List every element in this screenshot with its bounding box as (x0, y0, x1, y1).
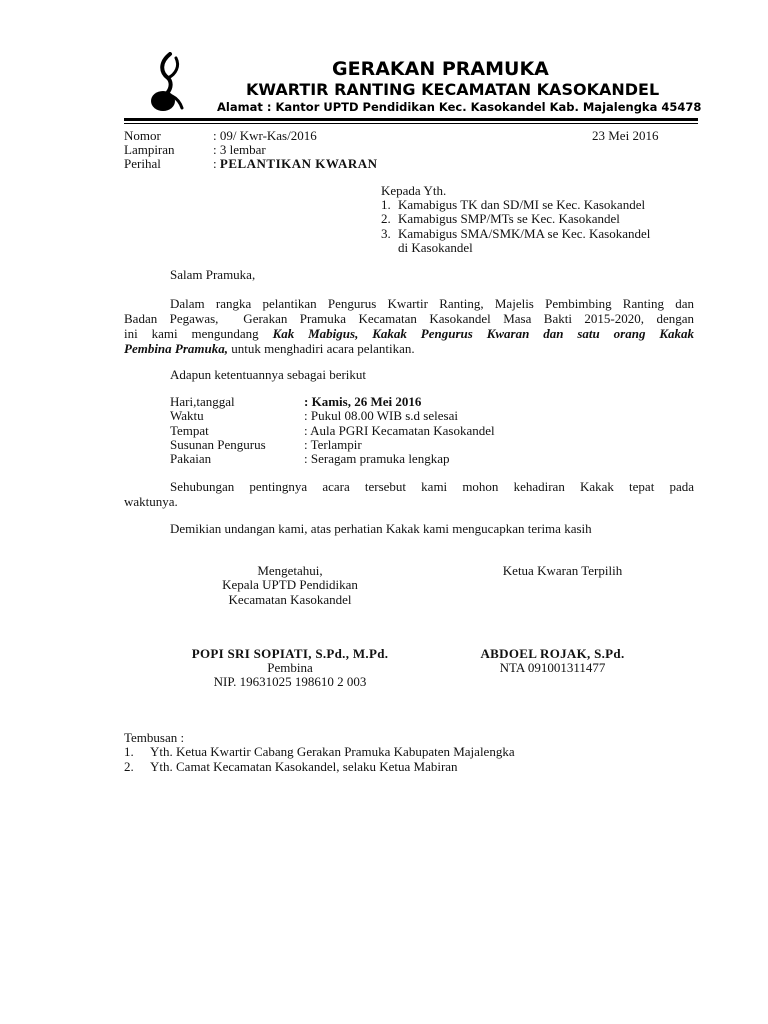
detail-label: Pakaian (170, 451, 212, 466)
sign-left-name: POPI SRI SOPIATI, S.Pd., M.Pd. (191, 646, 389, 661)
tembusan-heading: Tembusan : (124, 730, 185, 745)
letterhead-org: GERAKAN PRAMUKA (332, 58, 549, 80)
sign-right-name: ABDOEL ROJAK, S.Pd. (480, 646, 625, 661)
letterhead-divider-thin (124, 123, 698, 124)
perihal-label: Perihal (124, 156, 161, 171)
nomor-value: : 09/ Kwr-Kas/2016 (213, 128, 317, 143)
letterhead-unit: KWARTIR RANTING KECAMATAN KASOKANDEL (246, 80, 660, 99)
paragraph-line: waktunya. (124, 494, 178, 509)
sign-left-line2: Kepala UPTD Pendidikan (222, 577, 358, 592)
invitees-emphasis: Kak Mabigus, Kakak Pengurus Kwaran dan satu orang Kakak (272, 326, 695, 341)
greeting: Salam Pramuka, (170, 267, 256, 282)
closing-request-paragraph (124, 479, 694, 509)
detail-value: : Seragam pramuka lengkap (304, 451, 450, 466)
detail-label: Tempat (170, 423, 209, 438)
recipient-num: 1. (381, 197, 391, 212)
sign-left-line3: Kecamatan Kasokandel (228, 592, 352, 607)
nomor-label: Nomor (124, 128, 161, 143)
perihal-value (213, 156, 378, 171)
letter-date: 23 Mei 2016 (592, 128, 659, 143)
details-intro: Adapun ketentuannya sebagai berikut (170, 367, 367, 382)
sign-left-nip: NIP. 19631025 198610 2 003 (213, 674, 367, 689)
lampiran-label: Lampiran (124, 142, 175, 157)
recipient-text: Kamabigus SMA/SMK/MA se Kec. Kasokandel (398, 226, 651, 241)
recipient-text: Kamabigus TK dan SD/MI se Kec. Kasokandel (398, 197, 646, 212)
sign-right-nta: NTA 091001311477 (499, 660, 606, 675)
perihal-subject: PELANTIKAN KWARAN (219, 156, 378, 171)
tembusan-text: Yth. Camat Kecamatan Kasokandel, selaku Ketua Mabiran (150, 759, 458, 774)
paragraph-line: Dalam rangka pelantikan Pengurus Kwartir Ranting, Majelis Pembimbing Ranting dan (170, 296, 694, 311)
paragraph-line (124, 326, 694, 341)
sign-left-line1: Mengetahui, (257, 563, 323, 578)
detail-value: : Pukul 08.00 WIB s.d selesai (304, 408, 458, 423)
recipient-text: Kamabigus SMP/MTs se Kec. Kasokandel (398, 211, 620, 226)
recipients-location: di Kasokandel (398, 240, 473, 255)
closing-thanks: Demikian undangan kami, atas perhatian Kakak kami mengucapkan terima kasih (170, 521, 592, 536)
invitees-emphasis: Pembina Pramuka, (124, 341, 229, 356)
sign-left-role: Pembina (267, 660, 313, 675)
sign-right-line1: Ketua Kwaran Terpilih (502, 563, 623, 578)
recipient-num: 3. (381, 226, 391, 241)
tembusan-text: Yth. Ketua Kwartir Cabang Gerakan Pramuka Kabupaten Majalengka (150, 744, 515, 759)
detail-value: : Aula PGRI Kecamatan Kasokandel (304, 423, 495, 438)
detail-label: Waktu (170, 408, 204, 423)
paragraph-line (124, 341, 694, 356)
recipient-num: 2. (381, 211, 391, 226)
invitation-paragraph (124, 296, 694, 356)
letterhead-divider-thick (124, 118, 698, 121)
letterhead-address: Alamat : Kantor UPTD Pendidikan Kec. Kasokandel Kab. Majalengka 45478 (217, 100, 702, 114)
detail-value: : Terlampir (304, 437, 362, 452)
paragraph-text: untuk menghadiri acara pelantikan. (228, 341, 415, 356)
lampiran-value: : 3 lembar (213, 142, 266, 157)
perihal-colon: : (213, 156, 220, 171)
tembusan-num: 2. (124, 759, 134, 774)
detail-value: : Kamis, 26 Mei 2016 (304, 394, 422, 409)
recipients-heading: Kepada Yth. (381, 183, 447, 198)
paragraph-line: Sehubungan pentingnya acara tersebut kami mohon kehadiran Kakak tepat pada (170, 479, 694, 494)
detail-label: Hari,tanggal (170, 394, 235, 409)
tembusan-num: 1. (124, 744, 134, 759)
detail-label: Susunan Pengurus (170, 437, 266, 452)
tunas-kelapa-logo-icon (146, 52, 190, 116)
paragraph-line: Badan Pegawas, Gerakan Pramuka Kecamatan Kasokandel Masa Bakti 2015-2020, dengan (124, 311, 694, 326)
paragraph-text: ini kami mengundang (124, 326, 273, 341)
